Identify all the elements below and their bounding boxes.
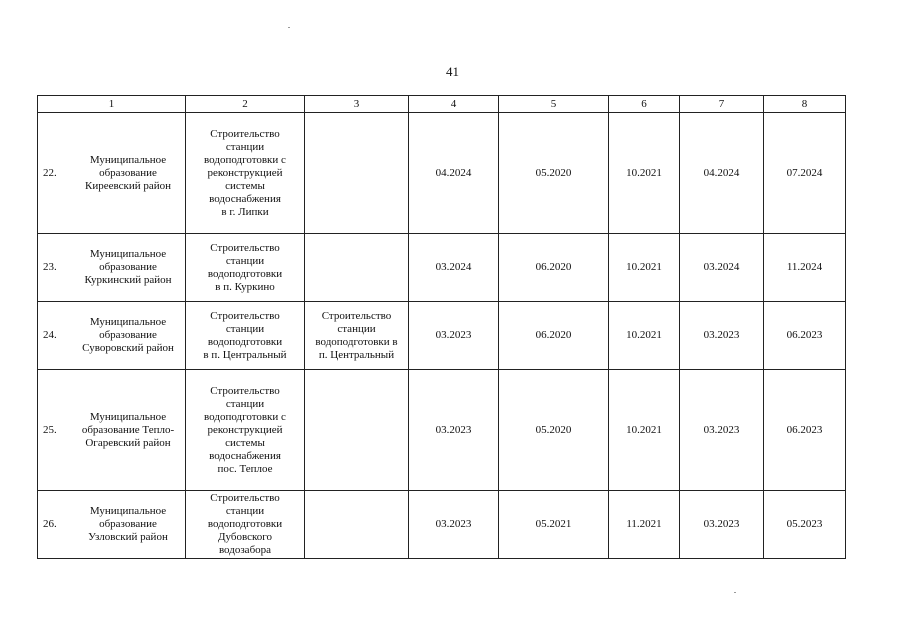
- date-cell-5: 05.2021: [499, 491, 609, 559]
- date-cell-5: 05.2020: [499, 113, 609, 234]
- date-cell-6: 11.2021: [609, 491, 680, 559]
- municipality-name: Муниципальное образование Тепло- Огаревский район: [81, 410, 175, 449]
- municipality-cell: [38, 113, 186, 234]
- municipality-name: Муниципальное образование Куркинский район: [84, 248, 172, 286]
- scan-speck: [734, 592, 736, 593]
- schedule-table: [37, 95, 846, 559]
- date-cell-4: 03.2023: [409, 491, 499, 559]
- col3-cell: [305, 491, 409, 559]
- date-cell-7: 03.2024: [680, 234, 764, 302]
- municipality-cell: [38, 491, 186, 559]
- date-cell-8: 06.2023: [764, 302, 846, 370]
- date-cell-7: 03.2023: [680, 370, 764, 491]
- date-cell-4: 03.2023: [409, 302, 499, 370]
- date-cell-6: 10.2021: [609, 113, 680, 234]
- table-row: [38, 302, 846, 370]
- object-cell: Строительство станции водоподготовки в п. Куркино: [186, 234, 305, 302]
- date-cell-8: 07.2024: [764, 113, 846, 234]
- date-cell-5: 06.2020: [499, 234, 609, 302]
- header-col-1: 1: [38, 96, 186, 113]
- table-row: [38, 491, 846, 559]
- object-cell: Строительство станции водоподготовки с реконструкцией системы водоснабжения в г. Липки: [186, 113, 305, 234]
- page-number: 41: [446, 64, 459, 79]
- date-cell-5: 05.2020: [499, 370, 609, 491]
- date-cell-6: 10.2021: [609, 234, 680, 302]
- date-cell-4: 04.2024: [409, 113, 499, 234]
- row-number: 24.: [43, 329, 57, 341]
- municipality-cell: [38, 234, 186, 302]
- municipality-name: Муниципальное образование Узловский район: [88, 505, 168, 543]
- date-cell-6: 10.2021: [609, 302, 680, 370]
- date-cell-5: 06.2020: [499, 302, 609, 370]
- header-col-5: 5: [499, 96, 609, 113]
- header-col-6: 6: [609, 96, 680, 113]
- col3-cell: [305, 113, 409, 234]
- header-col-3: 3: [305, 96, 409, 113]
- municipality-name: Муниципальное образование Суворовский район: [82, 316, 174, 354]
- header-col-2: 2: [186, 96, 305, 113]
- header-col-7: 7: [680, 96, 764, 113]
- col3-cell: [305, 370, 409, 491]
- header-col-8: 8: [764, 96, 846, 113]
- municipality-cell: [38, 302, 186, 370]
- date-cell-8: 06.2023: [764, 370, 846, 491]
- col3-cell: [305, 234, 409, 302]
- scan-speck: [288, 27, 290, 28]
- date-cell-4: 03.2024: [409, 234, 499, 302]
- row-number: 26.: [43, 518, 57, 530]
- table-row: [38, 113, 846, 234]
- col3-cell: Строительство станции водоподготовки в п. Центральный: [305, 302, 409, 370]
- header-col-4: 4: [409, 96, 499, 113]
- date-cell-4: 03.2023: [409, 370, 499, 491]
- table-row: [38, 234, 846, 302]
- object-cell: Строительство станции водоподготовки Дубовского водозабора: [186, 491, 305, 559]
- row-number: 22.: [43, 166, 57, 179]
- header-row: [38, 96, 846, 113]
- municipality-name: Муниципальное образование Киреевский район: [84, 153, 172, 192]
- row-number: 25.: [43, 423, 57, 436]
- table-row: [38, 370, 846, 491]
- date-cell-6: 10.2021: [609, 370, 680, 491]
- object-cell: Строительство станции водоподготовки с реконструкцией системы водоснабжения пос. Теплое: [186, 370, 305, 491]
- date-cell-8: 05.2023: [764, 491, 846, 559]
- municipality-cell: [38, 370, 186, 491]
- date-cell-7: 03.2023: [680, 302, 764, 370]
- date-cell-8: 11.2024: [764, 234, 846, 302]
- object-cell: Строительство станции водоподготовки в п. Центральный: [186, 302, 305, 370]
- date-cell-7: 03.2023: [680, 491, 764, 559]
- row-number: 23.: [43, 261, 57, 273]
- date-cell-7: 04.2024: [680, 113, 764, 234]
